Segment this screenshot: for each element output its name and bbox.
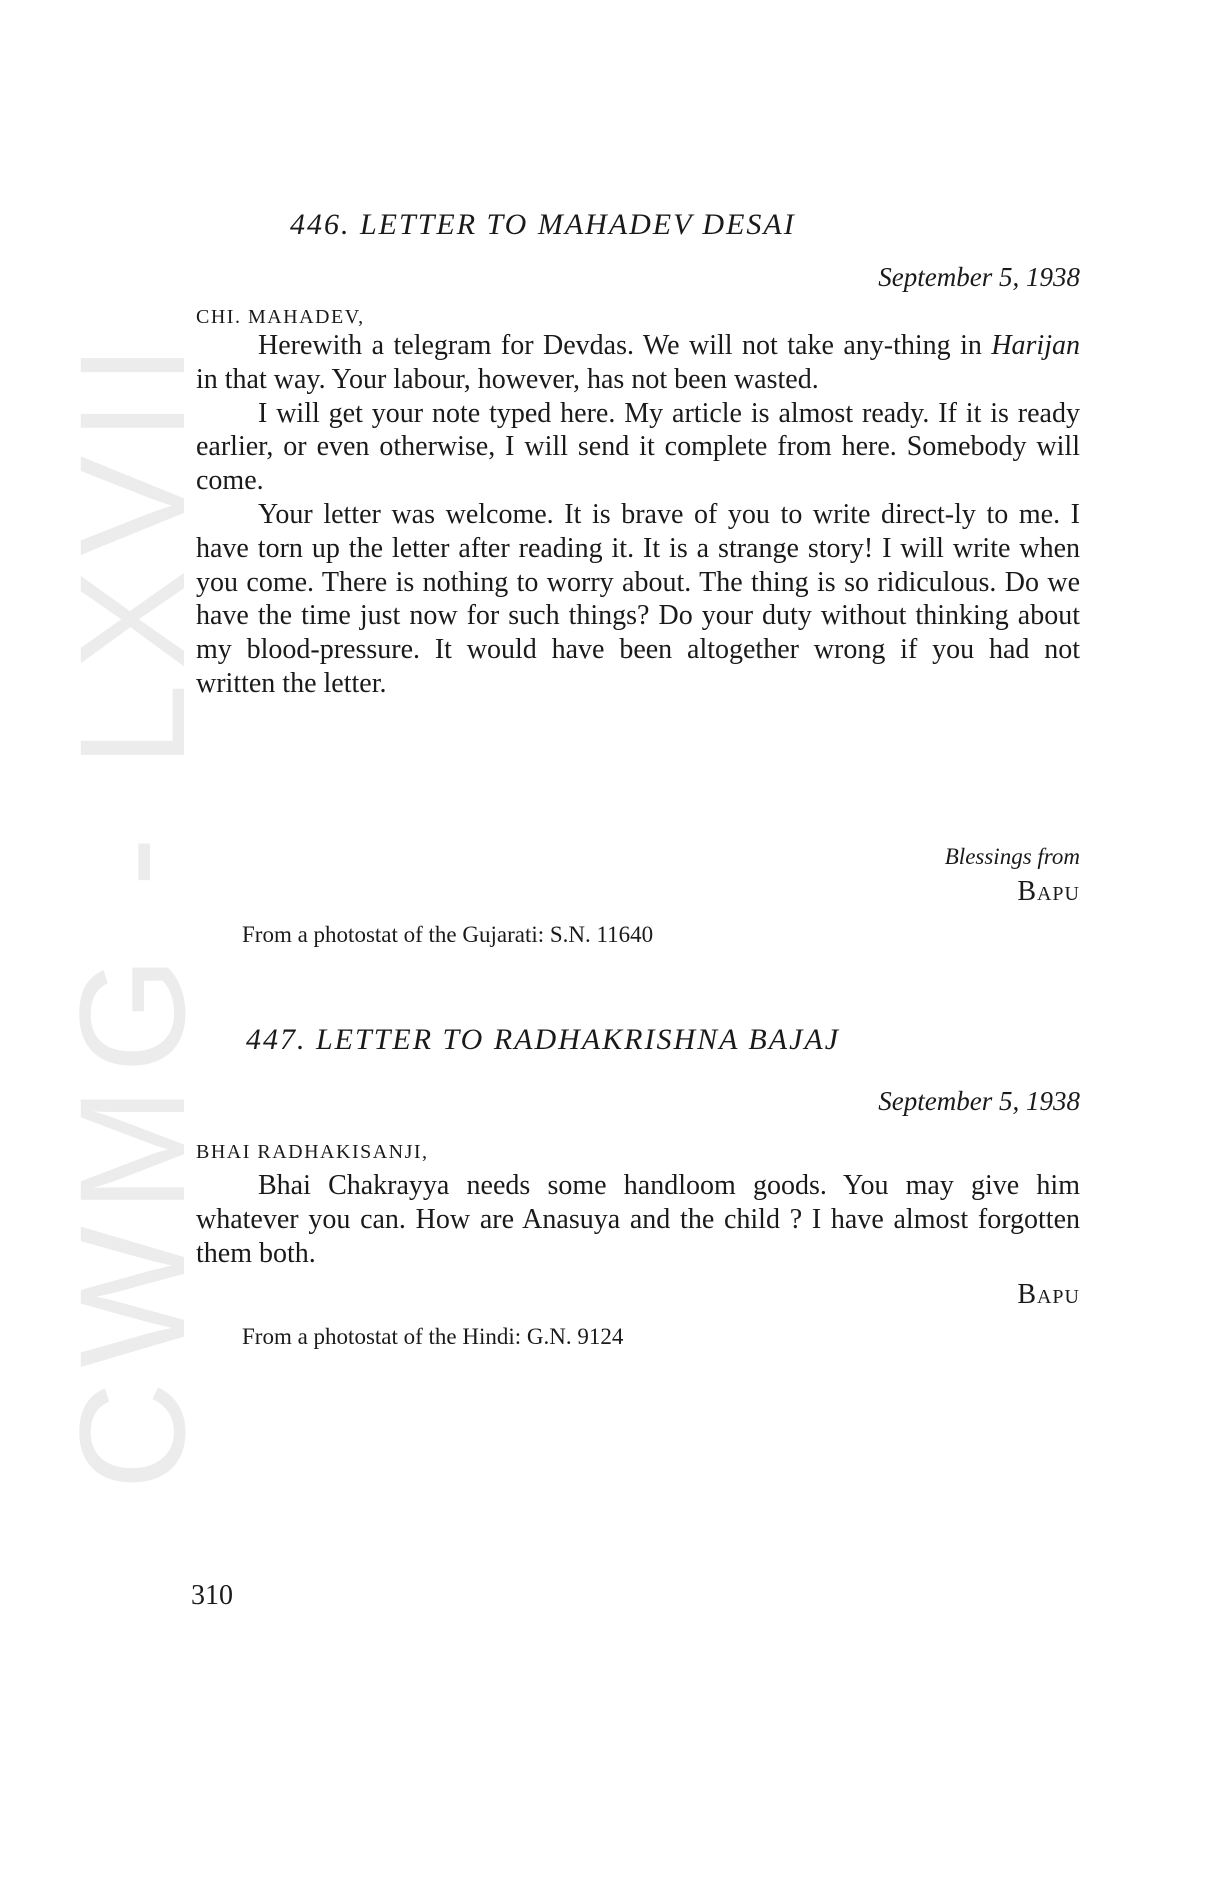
letter-source-447: From a photostat of the Hindi: G.N. 9124 (242, 1324, 624, 1349)
letter-date-447: September 5, 1938 (878, 1086, 1080, 1116)
letter-source-446: From a photostat of the Gujarati: S.N. 11640 (242, 922, 654, 947)
letter-paragraph: Bhai Chakrayya needs some handloom goods. You may give him whatever you can. How are Anasuya and the child ? I have almost forgotten them both. (196, 1170, 1080, 1269)
letter-paragraph: Herewith a telegram for Devdas. We will not take any-thing in Harijan in that way. Your labour, however, has not been wasted. (196, 330, 1080, 395)
letter-heading-446: 446. LETTER TO MAHADEV DESAI (290, 208, 796, 241)
page-number: 310 (191, 1580, 233, 1611)
letter-date-446: September 5, 1938 (878, 262, 1080, 292)
letter-signature-446: Bapu (1017, 876, 1080, 907)
letter-signature-447: Bapu (1017, 1279, 1080, 1310)
publication-title: Harijan (991, 330, 1080, 361)
letter-closing-446: Blessings from (944, 844, 1080, 869)
letter-body-446 (196, 329, 1080, 701)
letter-salutation-446: CHI. MAHADEV, (196, 306, 365, 328)
letter-salutation-447: BHAI RADHAKISANJI, (196, 1141, 429, 1163)
letter-heading-447: 447. LETTER TO RADHAKRISHNA BAJAJ (246, 1023, 841, 1056)
letter-paragraph: I will get your note typed here. My article is almost ready. If it is ready earlier, or even otherwise, I will send it complete from here. Somebody will come. (196, 397, 1080, 497)
letter-body-447 (196, 1169, 1080, 1270)
watermark: CWMG - LXVII (48, 330, 216, 1490)
letter-paragraph: Your letter was welcome. It is brave of you to write direct-ly to me. I have torn up the letter after reading it. It is a strange story! I will write when you come. There is nothing to worry about. The thing is so ridiculous. Do we have the time just now for such things? Do your duty without thinking about my blood-pressure. It would have been altogether wrong if you had not written the letter. (196, 498, 1080, 699)
